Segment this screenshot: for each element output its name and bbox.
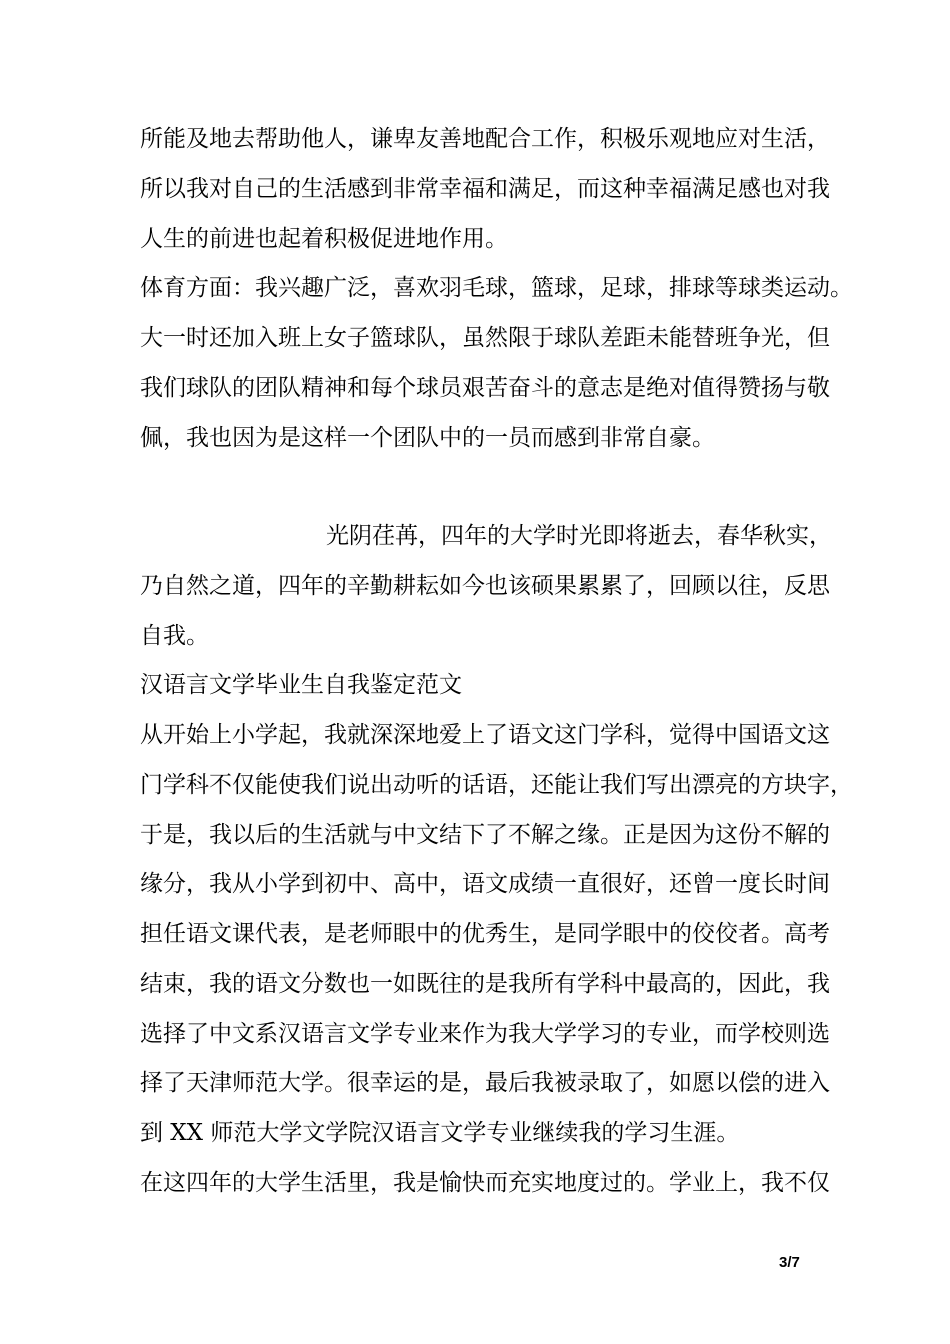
body-text-line: 结束，我的语文分数也一如既往的是我所有学科中最高的，因此，我 <box>140 971 830 997</box>
body-text-line: 人生的前进也起着积极促进地作用。 <box>140 226 508 252</box>
body-text-line: 门学科不仅能使我们说出动听的话语，还能让我们写出漂亮的方块字， <box>140 772 853 798</box>
body-text-line: 选择了中文系汉语言文学专业来作为我大学学习的专业，而学校则选 <box>140 1021 830 1047</box>
body-text-line: 担任语文课代表，是老师眼中的优秀生，是同学眼中的佼佼者。高考 <box>140 921 830 947</box>
body-text-line: 我们球队的团队精神和每个球员艰苦奋斗的意志是绝对值得赞扬与敬 <box>140 375 830 401</box>
indented-paragraph-line: 光阴荏苒，四年的大学时光即将逝去，春华秋实， <box>326 523 832 549</box>
body-text-line: 所以我对自己的生活感到非常幸福和满足，而这种幸福满足感也对我 <box>140 176 830 202</box>
body-text-line: 在这四年的大学生活里，我是愉快而充实地度过的。学业上，我不仅 <box>140 1170 830 1196</box>
body-text-line: 到 XX 师范大学文学院汉语言文学专业继续我的学习生涯。 <box>140 1120 740 1146</box>
body-text-line: 体育方面：我兴趣广泛，喜欢羽毛球，篮球，足球，排球等球类运动。 <box>140 275 853 301</box>
body-text-line: 大一时还加入班上女子篮球队，虽然限于球队差距未能替班争光，但 <box>140 325 830 351</box>
body-text-line: 于是，我以后的生活就与中文结下了不解之缘。正是因为这份不解的 <box>140 822 830 848</box>
body-text-line: 所能及地去帮助他人，谦卑友善地配合工作，积极乐观地应对生活， <box>140 126 830 152</box>
body-text-line: 择了天津师范大学。很幸运的是，最后我被录取了，如愿以偿的进入 <box>140 1070 830 1096</box>
body-text-line: 缘分，我从小学到初中、高中，语文成绩一直很好，还曾一度长时间 <box>140 871 830 897</box>
body-text-line: 乃自然之道，四年的辛勤耕耘如今也该硕果累累了，回顾以往，反思 <box>140 573 830 599</box>
body-text-line: 佩，我也因为是这样一个团队中的一员而感到非常自豪。 <box>140 425 715 451</box>
body-text-line: 自我。 <box>140 623 209 649</box>
section-heading: 汉语言文学毕业生自我鉴定范文 <box>140 672 462 698</box>
body-text-line: 从开始上小学起，我就深深地爱上了语文这门学科，觉得中国语文这 <box>140 722 830 748</box>
page-number: 3/7 <box>779 1254 800 1271</box>
